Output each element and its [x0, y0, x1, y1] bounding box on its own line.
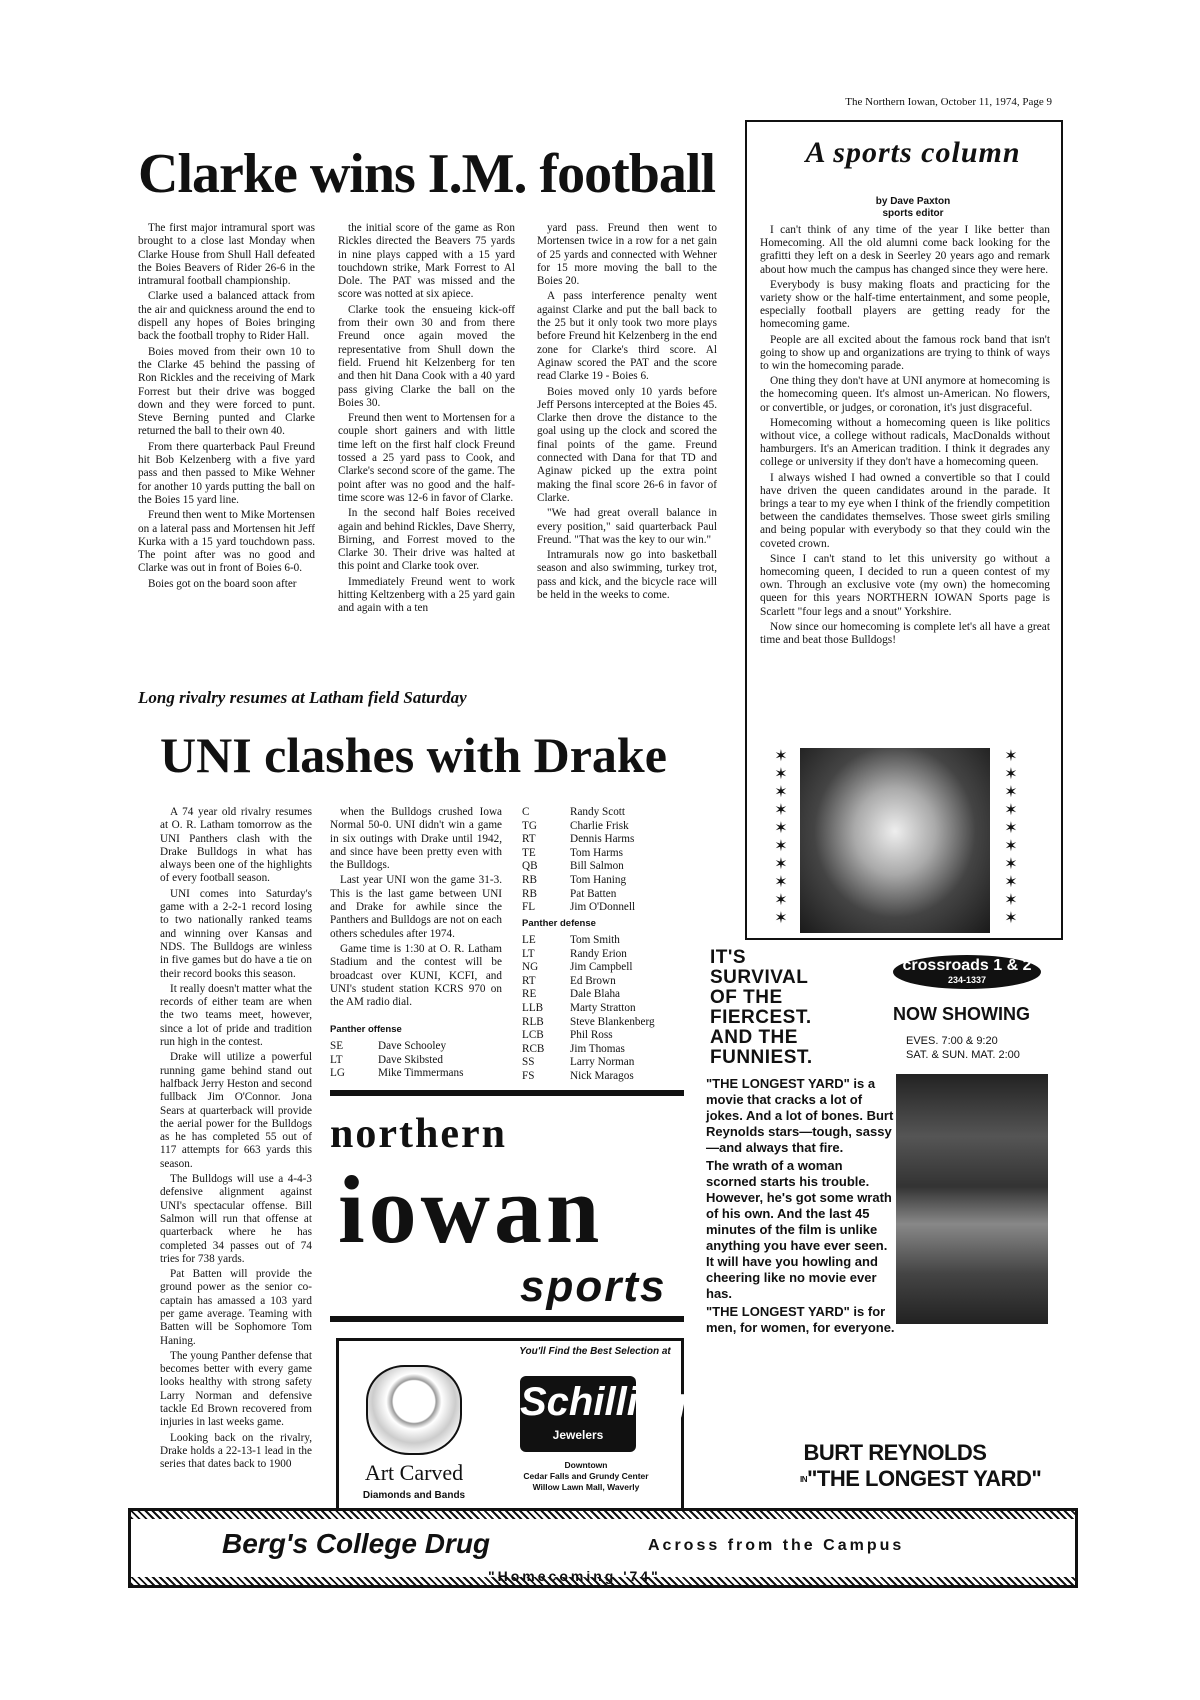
copy-para: "THE LONGEST YARD" is for men, for women, for everyone. — [706, 1304, 895, 1335]
paragraph: A pass interference penalty went against Clarke and put the ball back to the 25 but it only took two more plays before Freund hit Kelzenberg in the end zone for Clarke's third score. Al Aginaw scored the PAT and the score read Clarke 19 - Boies 6. — [537, 290, 717, 383]
copy-para: The wrath of a woman scorned starts his trouble. However, he's got some wrath of his own. And the last 45 minutes of the film is unlike anything you have ever seen. It will have you howling and cheering like no movie ever has. — [706, 1158, 892, 1301]
movie-billing — [800, 1440, 1042, 1493]
logo-rule-top — [330, 1090, 684, 1096]
paragraph: It really doesn't matter what the records of either team are when the two teams meet, however, since a lot of pride and tradition run high in the contest. — [160, 982, 312, 1049]
paragraph: I always wished I had owned a convertible so that I could have driven the queen candidates around in the parade. It brings a tear to my eye when I think of the friendly competition between the candidates themselves. Those sweet girls smiling and being popular with everybody so that they could win the coveted crown. — [760, 471, 1050, 550]
player: Steve Blankenberg — [570, 1015, 655, 1028]
schilling-logo-text: Schilling — [520, 1380, 687, 1424]
player: Dave Skibsted — [378, 1053, 443, 1066]
address-line: Willow Lawn Mall, Waverly — [532, 1482, 640, 1492]
position: RB — [522, 887, 537, 900]
paragraph: The Bulldogs will use a 4-4-3 defensive alignment against UNI's spectacular offense. Bill Salmon will run that offense at quarterback where he has completed 34 passes out of 74 tries for 738 yards. — [160, 1173, 312, 1265]
star-border-left: ✶ ✶ ✶ ✶ ✶ ✶ ✶ ✶ ✶ ✶ — [774, 748, 788, 927]
ring-icon — [366, 1365, 462, 1455]
player: Larry Norman — [570, 1056, 635, 1069]
sports-column-title: A sports column — [805, 136, 1021, 169]
player: Nick Maragos — [570, 1069, 634, 1082]
showtime-line: SAT. & SUN. MAT. 2:00 — [906, 1049, 1020, 1061]
position: LE — [522, 934, 536, 946]
position: SS — [522, 1056, 535, 1069]
theater-phone: 234-1337 — [947, 975, 987, 985]
star-name: BURT REYNOLDS — [803, 1440, 987, 1465]
headline-line: AND THE — [710, 1027, 798, 1048]
position: LLB — [522, 1001, 544, 1014]
paragraph: Boies moved only 10 yards before Jeff Persons intercepted at the Boies 45. Clarke then drove the distance to the goal using up the clock and scored the final points of the game. Freund connected with Dana for that TD and Aginaw picked up the extra point making the final score 26-6 in favor of Clarke. — [537, 385, 717, 504]
lineup-row — [522, 1002, 655, 1016]
player: Jim Thomas — [570, 1042, 625, 1055]
paragraph: Pat Batten will provide the ground power as the senior co-captain has amassed a 103 yard per game average. Teaming with Batten will be Sophomore Tom Haning. — [160, 1268, 312, 1347]
headline-line: IT'S — [710, 947, 747, 968]
lineup-row — [522, 820, 635, 834]
paragraph: Boies moved from their own 10 to the Clarke 45 behind the passing of Ron Rickles and the receiving of Mark Forrest but their drive was bogged down and they were forced to punt. Steve Berning punted and Clarke returned the ball to their own 40. — [138, 345, 315, 438]
position: TG — [522, 819, 537, 832]
lineup-row — [522, 833, 635, 847]
paragraph: Homecoming without a homecoming queen is like politics without vice, a college without radicals, MacDonalds without hamburgers. It's an American tradition. I think it degrades any college or university if they don't have a homecoming queen. — [760, 416, 1050, 469]
paragraph: The young Panther defense that becomes better with every game looks healthy with strong safety Larry Norman and defensive tackle Ed Brown recovered from injuries in last weeks game. — [160, 1349, 312, 1429]
address-line: Downtown — [564, 1460, 608, 1470]
position: LT — [330, 1053, 343, 1066]
player: Tom Haning — [570, 873, 627, 886]
story2-kicker: Long rivalry resumes at Latham field Saturday — [138, 688, 467, 707]
lineup-row — [522, 988, 655, 1002]
headline-line: FIERCEST. — [710, 1007, 812, 1028]
player: Tom Harms — [570, 846, 623, 859]
paragraph: the initial score of the game as Ron Rickles directed the Beavers 75 yards in nine plays capped with a 15 yard touchdown strike, Mark Forrest to Al Dole. The PAT was missed and the score was notted at six apiece. — [338, 222, 515, 301]
position: QB — [522, 860, 538, 873]
position: LG — [330, 1067, 345, 1080]
paragraph: In the second half Boies received again and behind Rickles, Dave Sherry, Birning, and Forrest moved to the Clarke 30. Their drive was halted at this point and Clarke took over. — [338, 507, 515, 573]
player: Marty Stratton — [570, 1001, 636, 1014]
lineup-row — [522, 1029, 655, 1043]
headline-line: SURVIVAL — [710, 967, 809, 988]
movie-headline — [710, 948, 813, 1068]
paragraph: Clarke used a balanced attack from the air and quickness around the end to dispell any hopes of Boies bringing back the football trophy to Rider Hall. — [138, 290, 315, 343]
movie-title — [800, 1466, 1042, 1493]
headline-clarke-wins: Clarke wins I.M. football — [138, 143, 715, 205]
paragraph: when the Bulldogs crushed Iowa Normal 50-0. UNI didn't win a game in six outings with Drake until 1942, and since have been pretty even with the Bulldogs. — [330, 806, 502, 872]
paragraph: Now since our homecoming is complete let's all have a great time and beat those Bulldogs! — [760, 620, 1050, 647]
lineup-row — [522, 934, 655, 948]
player: Dale Blaha — [570, 988, 621, 1001]
position: LT — [522, 947, 535, 960]
story2-col2 — [330, 806, 502, 1011]
offense-list-b — [522, 806, 635, 915]
headline-uni-clashes: UNI clashes with Drake — [160, 727, 667, 783]
lineup-row — [522, 1070, 655, 1084]
paragraph: Boies got on the board soon after — [148, 577, 297, 590]
schilling-logo — [520, 1376, 687, 1452]
position: RB — [522, 873, 537, 886]
byline-role: sports editor — [882, 208, 944, 219]
position: RE — [522, 988, 537, 1001]
position: RT — [522, 833, 536, 846]
paragraph: Freund then went to Mike Mortensen on a lateral pass and Mortensen hit Jeff Kurka with a 15 yard touchdown pass. The point after was no good and Clarke was out in front of Boies 6-0. — [138, 509, 315, 575]
paragraph: Intramurals now go into basketball season and also swimming, turkey trot, pass and kick, and the bicycle race will be held in the weeks to come. — [537, 549, 717, 602]
lineup-row — [522, 948, 655, 962]
story1-col1 — [138, 222, 315, 593]
player: Pat Batten — [570, 887, 617, 900]
position: FL — [522, 901, 536, 914]
paragraph: Everybody is busy making floats and practicing for the variety show or the half-time entertainment, and some people, especially football players are getting ready for the homecoming game. — [760, 278, 1050, 331]
paragraph: Last year UNI won the game 31-3. This is the last game between UNI and Drake for awhile since the Panthers and Bulldogs are not on each others schedules after 1974. — [330, 874, 502, 940]
logo-rule-bottom — [330, 1316, 684, 1322]
lineup-row — [522, 1016, 655, 1030]
paragraph: I can't think of any time of the year I like better than Homecoming. All the old alumni come back looking for the grafitti they left on a desk in Seerley 20 years ago and remark about how much the campus has changed since they were here. — [760, 224, 1050, 276]
theater-name: crossroads 1 & 2 — [902, 957, 1032, 974]
player: Mike Timmermans — [378, 1067, 464, 1080]
schilling-address — [496, 1460, 676, 1493]
bergs-slogan: "Homecoming '74" — [488, 1568, 661, 1584]
player: Ed Brown — [570, 974, 616, 987]
logo-northern: northern — [330, 1111, 507, 1157]
now-showing: NOW SHOWING — [893, 1004, 1030, 1024]
sports-column-byline — [768, 196, 1058, 220]
lineup-row — [522, 961, 655, 975]
position: RLB — [522, 1015, 544, 1028]
offense-heading: Panther offense — [330, 1024, 402, 1035]
story1-col2 — [338, 222, 515, 618]
paragraph: Looking back on the rivalry, Drake holds a 22-13-1 lead in the series that dates back to 1900 — [160, 1431, 312, 1471]
logo-iowan: iowan — [338, 1156, 604, 1263]
schilling-tagline: You'll Find the Best Selection at — [519, 1346, 671, 1357]
paragraph: Since I can't stand to let this university go without a homecoming queen, I decided to run a queen contest of my own. Through an exclusive vote (my own) the homecoming queen for this years NORTHERN IOWAN Sports page is Scarlett "four legs and a snout" Yorkshire. — [760, 552, 1050, 618]
lineup-row — [522, 888, 635, 902]
player: Tom Smith — [570, 934, 620, 946]
player: Jim Campbell — [570, 961, 633, 974]
paragraph: The first major intramural sport was brought to a close last Monday when Clarke House from Shull Hall defeated the Boies Beavers of Rider 26-6 in the intramural football championship. — [138, 222, 315, 288]
lineup-row — [330, 1054, 463, 1068]
artcarved-logo: Art Carved — [364, 1460, 464, 1485]
logo-sports: sports — [520, 1262, 667, 1311]
position: RCB — [522, 1042, 545, 1055]
position: TE — [522, 846, 536, 859]
actor-photo — [896, 1074, 1048, 1324]
paragraph: "We had great overall balance in every position," said quarterback Paul Freund. "That was the key to our win." — [537, 507, 717, 546]
lineup-row — [522, 975, 655, 989]
player: Randy Scott — [570, 806, 626, 818]
paragraph: UNI comes into Saturday's game with a 2-2-1 record losing to two nationally ranked teams and winning over Kansas and NDS. The Bulldogs are winless in five games but do have a tie on their record books this season. — [160, 887, 312, 980]
lineup-row — [522, 874, 635, 888]
schilling-logo-sub: Jewelers — [552, 1428, 604, 1442]
zigzag-border-top — [131, 1511, 1075, 1519]
position: RT — [522, 974, 536, 987]
position: FS — [522, 1069, 535, 1082]
movie-copy — [706, 1076, 896, 1336]
paragraph: From there quarterback Paul Freund hit Bob Kelzenberg with a five yard pass and then passed to Mike Wehner for another 10 yards putting the ball on the Boies 15 yard line. — [138, 440, 315, 506]
player: Dennis Harms — [570, 833, 635, 846]
artcarved-sub: Diamonds and Bands — [362, 1490, 466, 1501]
player: Dave Schooley — [378, 1040, 447, 1052]
headline-line: OF THE — [710, 987, 783, 1008]
player: Phil Ross — [570, 1029, 613, 1042]
paragraph: Freund then went to Mortensen for a couple short gainers and with little time left on the first half clock Freund tossed a 25 yard pass to Cook, and Clarke's second score of the game. The point after was no good and the half-time score was 12-6 in favor of Clarke. — [338, 412, 515, 504]
position: LCB — [522, 1029, 544, 1042]
paragraph: Clarke took the ensueing kick-off from their own 30 and from there Freund once again moved the representative from Shull down the field. Fruend hit Kelzenberg for ten and then hit Dana Cook with a 40 yard pass giving Clarke the ball on the Boies 30. — [338, 303, 515, 409]
copy-para: "THE LONGEST YARD" is a movie that cracks a lot of jokes. And a lot of bones. Burt Reynolds stars—tough, sassy—and always that fire. — [706, 1076, 894, 1155]
defense-list — [522, 934, 655, 1084]
paragraph: Drake will utilize a powerful running game behind stand out halfback Jerry Heston and second fullback Jim O'Connor. Jona Sears at quarterback will provide the aerial power for the Bulldogs as he has completed 55 out of 117 attempts for 663 yards this season. — [160, 1051, 312, 1170]
paragraph: Immediately Freund went to work hitting Keltzenberg with a 25 yard gain and again with a ten — [338, 575, 515, 615]
position: C — [522, 806, 530, 818]
showtimes — [906, 1034, 1020, 1062]
headline-line: FUNNIEST. — [710, 1047, 813, 1068]
defense-heading: Panther defense — [522, 918, 596, 929]
pig-photo — [800, 748, 990, 933]
paragraph: Game time is 1:30 at O. R. Latham Stadium and the contest will be broadcast over KUNI, KCFI, and UNI's student station KCRS 970 on the AM radio dial. — [330, 942, 502, 1009]
story1-col3 — [537, 222, 717, 604]
story2-col1 — [160, 806, 312, 1474]
star-border-right: ✶ ✶ ✶ ✶ ✶ ✶ ✶ ✶ ✶ ✶ — [1004, 748, 1018, 927]
showtime-line: EVES. 7:00 & 9:20 — [906, 1035, 998, 1047]
movie-title-text: "THE LONGEST YARD" — [807, 1466, 1042, 1491]
in-label: IN — [800, 1475, 807, 1485]
page-folio: The Northern Iowan, October 11, 1974, Page 9 — [845, 96, 1052, 108]
player: Bill Salmon — [570, 860, 624, 873]
theater-logo — [893, 955, 1041, 989]
lineup-row — [522, 847, 635, 861]
paragraph: A 74 year old rivalry resumes at O. R. Latham tomorrow as the UNI Panthers clash with the Drake Bulldogs in what has always been one of the highlights of every football season. — [160, 806, 312, 885]
paragraph: yard pass. Freund then went to Mortensen twice in a row for a net gain of 25 yards and connected with Wehner for 15 more moving the ball to the Boies 20. — [537, 222, 717, 288]
offense-list-a — [330, 1040, 463, 1081]
player: Jim O'Donnell — [570, 901, 636, 914]
player: Randy Erion — [570, 947, 627, 960]
address-line: Cedar Falls and Grundy Center — [523, 1471, 649, 1481]
lineup-row — [522, 806, 635, 820]
bergs-tagline: Across from the Campus — [648, 1537, 905, 1554]
bergs-name: Berg's College Drug — [222, 1528, 491, 1559]
paragraph: People are all excited about the famous rock band that isn't going to show up and organizations are trying to think of ways to win the homecoming parade. — [760, 333, 1050, 373]
sports-column-body — [760, 224, 1050, 649]
position: NG — [522, 961, 539, 974]
paragraph: One thing they don't have at UNI anymore at homecoming is the homecoming queen. It's almost un-American. No flowers, or convertible, or judges, or coronation, it's just disgraceful. — [760, 375, 1050, 414]
byline-name: by Dave Paxton — [875, 196, 951, 207]
lineup-row — [522, 1043, 655, 1057]
lineup-row — [330, 1067, 463, 1081]
lineup-row — [522, 901, 635, 915]
lineup-row — [330, 1040, 463, 1054]
player: Charlie Frisk — [570, 819, 629, 832]
position: SE — [330, 1040, 344, 1052]
lineup-row — [522, 860, 635, 874]
lineup-row — [522, 1056, 655, 1070]
